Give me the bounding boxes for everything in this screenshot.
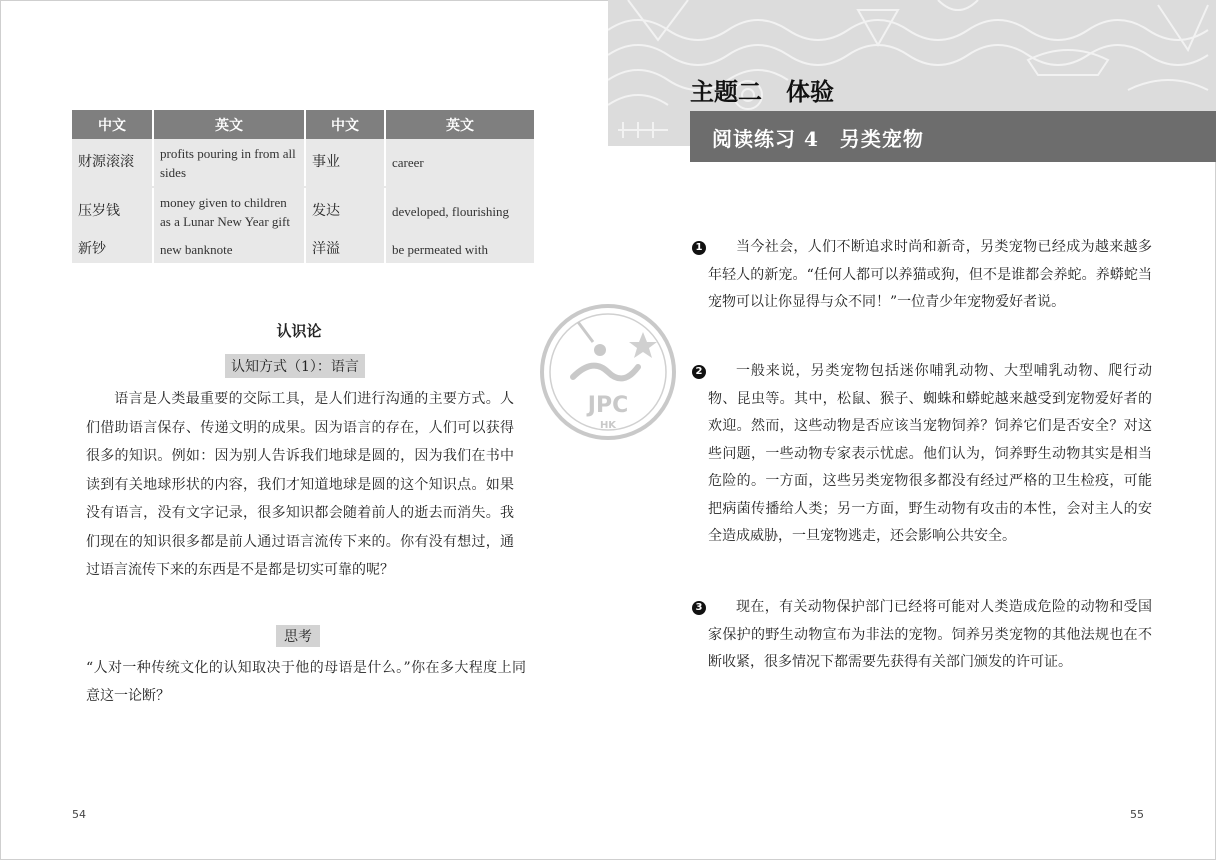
- vocab-table: [72, 110, 534, 263]
- vocab-cell-en: be permeated with: [385, 235, 534, 263]
- paragraph-1: [692, 234, 1152, 317]
- vocab-cell-zh: 事业: [305, 139, 385, 187]
- vocab-row: [72, 139, 534, 187]
- vocab-row: [72, 187, 534, 235]
- subheading: 认知方式（1）：语言: [225, 354, 365, 378]
- paragraph-text: 现在，有关动物保护部门已经将可能对人类造成危险的动物和受国家保护的野生动物宣布为非法的宠物。饲养另类宠物的其他法规也在不断收紧，很多情况下都需要先获得有关部门颁发的许可证。: [708, 599, 1152, 670]
- vocab-cell-en: career: [385, 139, 534, 187]
- section-title: 认识论: [276, 322, 322, 340]
- jpc-watermark-logo: [538, 302, 678, 442]
- right-page: [608, 0, 1216, 860]
- watermark-text: JPC: [587, 393, 629, 418]
- watermark-subtext: HK: [599, 420, 617, 431]
- vocab-cell-zh: 发达: [305, 187, 385, 235]
- paragraph-number: 3: [692, 601, 706, 615]
- exercise-bar: [690, 111, 1216, 162]
- page-number-right: 55: [1130, 808, 1144, 821]
- body-paragraph: [86, 385, 514, 585]
- paragraph-text: 一般来说，另类宠物包括迷你哺乳动物、大型哺乳动物、爬行动物、昆虫等。其中，松鼠、猴子、蜘蛛和蟒蛇越来越受到宠物爱好者的欢迎。然而，这些动物是否应该当宠物饲养？饲养它们是否安全？对这些问题，一些动物专家表示忧虑。他们认为，饲养野生动物其实是相当危险的。一方面，这些另类宠物很多都没有经过严格的卫生检疫，可能把病菌传播给人类；另一方面，野生动物有攻击的本性，会对主人的安全造成威胁，一旦宠物逃走，还会影响公共安全。: [708, 363, 1152, 544]
- body-text: 语言是人类最重要的交际工具，是人们进行沟通的主要方式。人们借助语言保存、传递文明的成果。因为语言的存在，人们可以获得很多的知识。例如：因为别人告诉我们地球是圆的，因为我们在书中读到有关地球形状的内容，我们才知道地球是圆的这个知识点。如果没有语言，没有文字记录，很多知识都会随着前人的逝去而消失。我们现在的知识很多都是前人通过语言流传下来的。你有没有想过，通过语言流传下来的东西是不是都是切实可靠的呢？: [86, 391, 514, 578]
- paragraph-number: 1: [692, 241, 706, 255]
- think-label: 思考: [276, 625, 320, 647]
- vocab-cell-en: developed, flourishing: [385, 187, 534, 235]
- paragraph-number: 2: [692, 365, 706, 379]
- vocab-row: [72, 235, 534, 263]
- paragraph-3: [692, 594, 1152, 677]
- question-text: “人对一种传统文化的认知取决于他的母语是什么。”你在多大程度上同意这一论断？: [86, 660, 526, 704]
- vocab-cell-en: new banknote: [153, 235, 305, 263]
- vocab-header-zh2: 中文: [305, 110, 385, 139]
- theme-title: 主题二 体验: [690, 78, 834, 106]
- vocab-cell-en: profits pouring in from all sides: [153, 139, 305, 187]
- vocab-header-en2: 英文: [385, 110, 534, 139]
- page-number-left: 54: [72, 808, 86, 821]
- vocab-cell-zh: 压岁钱: [72, 187, 153, 235]
- paragraph-text: 当今社会，人们不断追求时尚和新奇，另类宠物已经成为越来越多年轻人的新宠。“任何人都可以养猫或狗，但不是谁都会养蛇。养蟒蛇当宠物可以让你显得与众不同！”一位青少年宠物爱好者说。: [708, 239, 1152, 310]
- exercise-title: 阅读练习 4 另类宠物: [712, 127, 924, 151]
- vocab-cell-zh: 财源滚滚: [72, 139, 153, 187]
- vocab-cell-zh: 新钞: [72, 235, 153, 263]
- paragraph-2: [692, 358, 1152, 551]
- vocab-cell-en: money given to children as a Lunar New Year gift: [153, 187, 305, 235]
- vocab-header-en1: 英文: [153, 110, 305, 139]
- vocab-header-zh1: 中文: [72, 110, 153, 139]
- vocab-cell-zh: 洋溢: [305, 235, 385, 263]
